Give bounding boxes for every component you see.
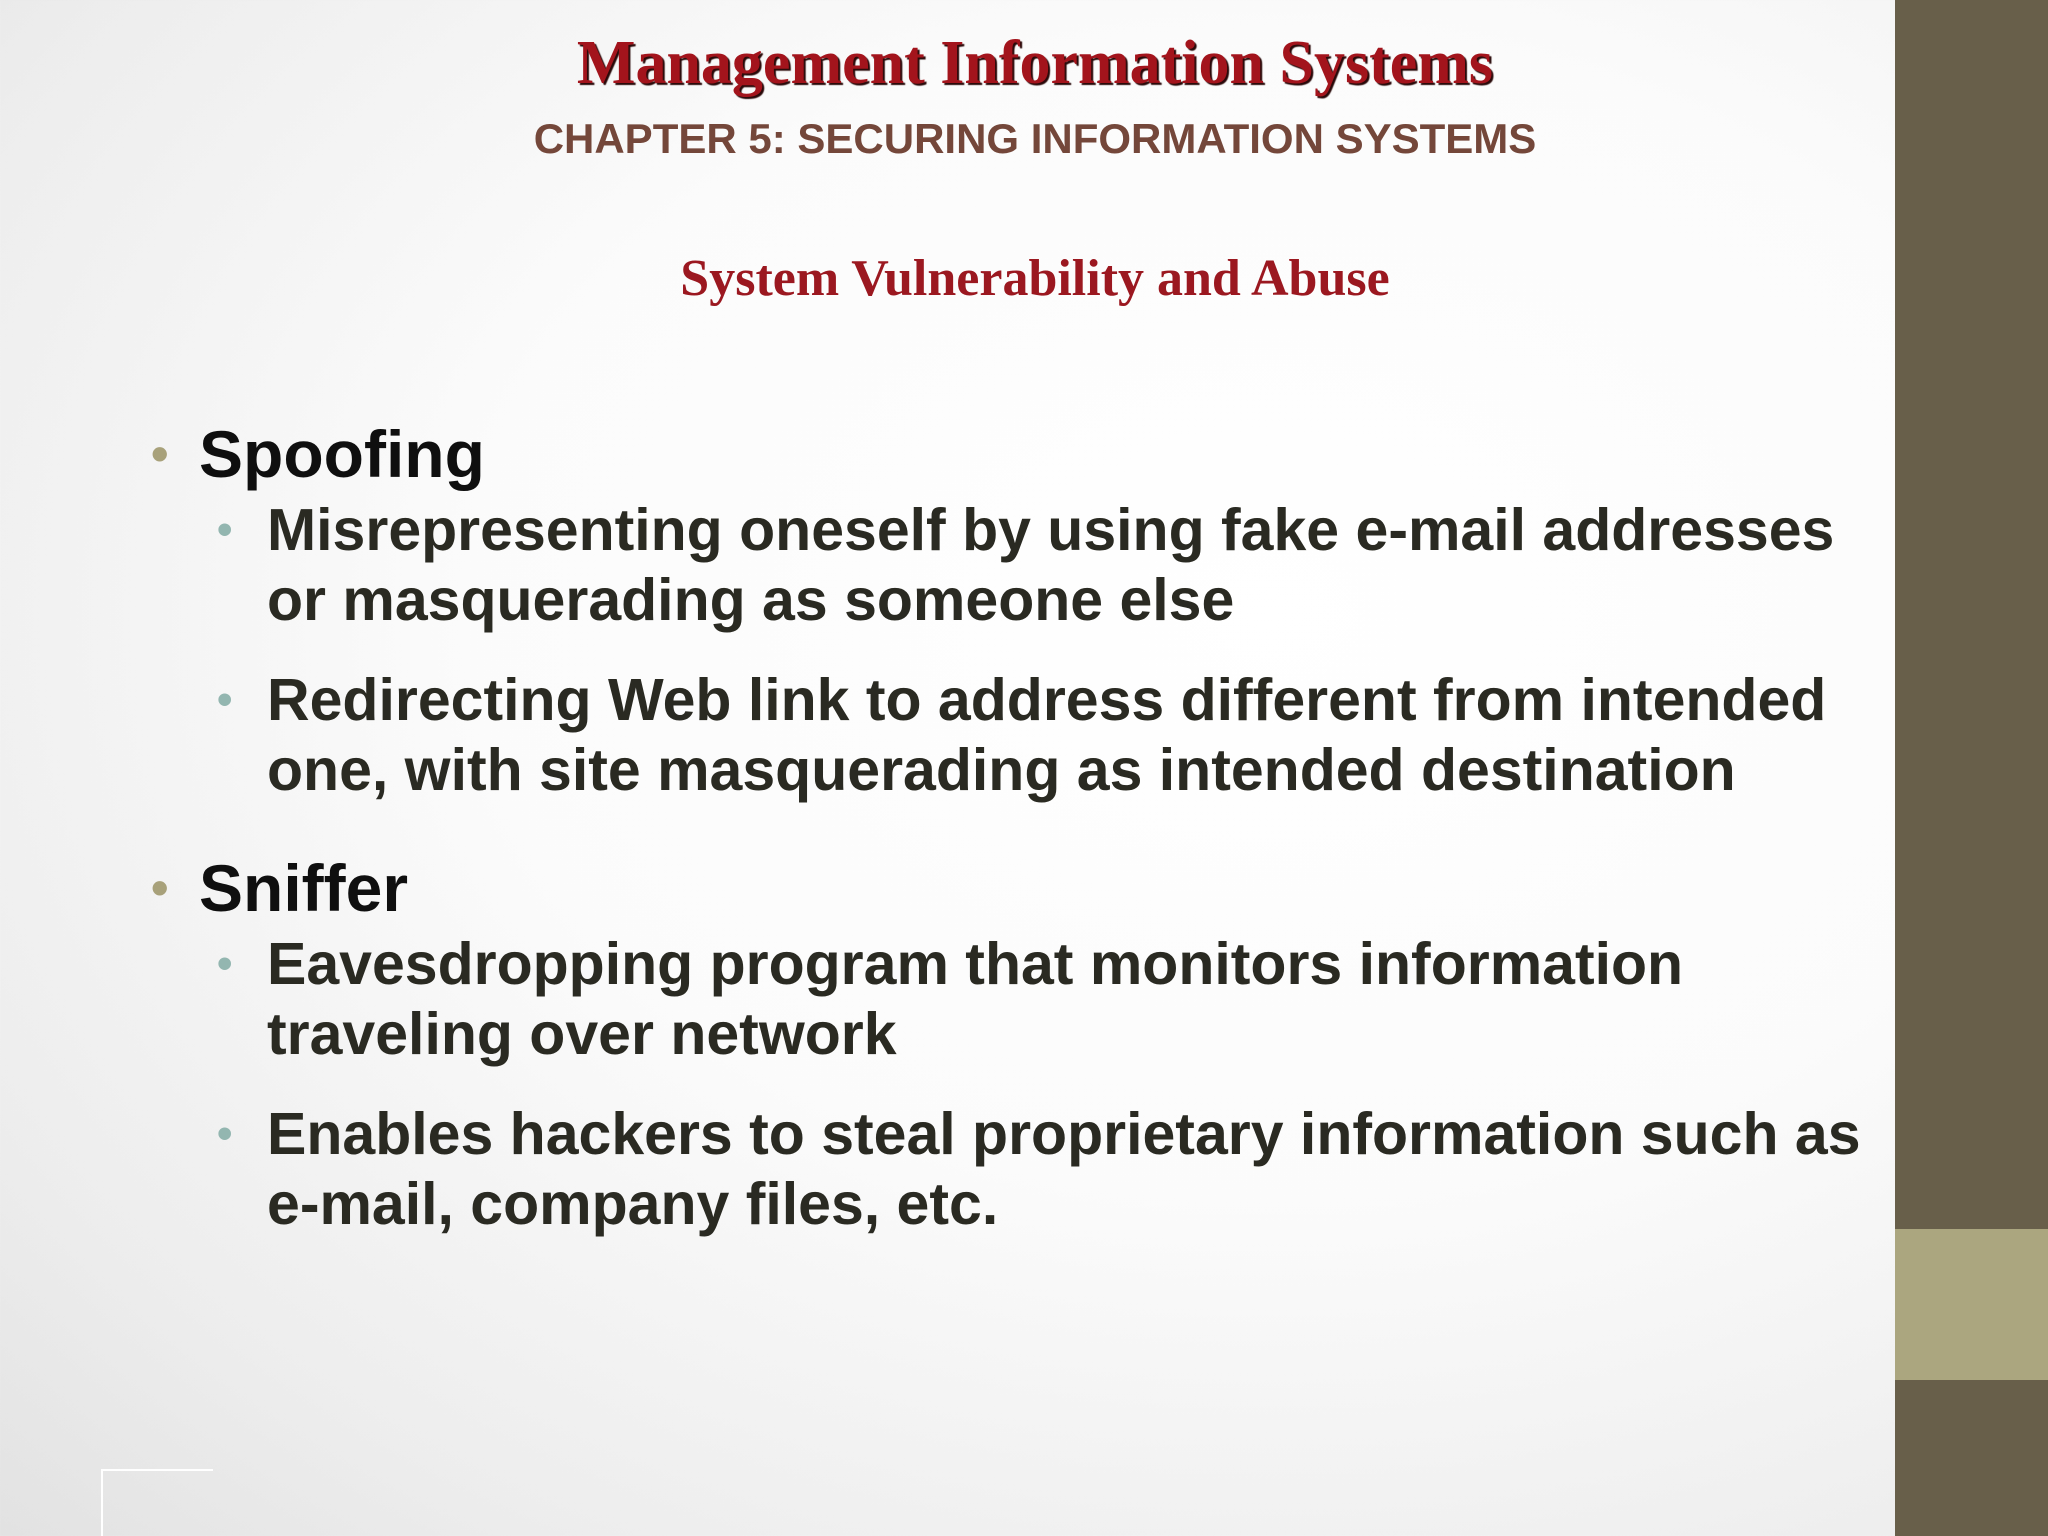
sub-bullet-text: Redirecting Web link to address different from intended one, with site masquerading as intended destination	[267, 667, 1827, 803]
sub-bullet	[145, 495, 1905, 635]
bullet-spoofing	[145, 415, 1905, 493]
sub-bullet	[145, 665, 1905, 805]
sub-bullet-dot-icon: •	[217, 939, 233, 988]
sub-bullet	[145, 1099, 1905, 1239]
bullet-dot-icon: •	[151, 426, 169, 482]
bullet-dot-icon: •	[151, 860, 169, 916]
corner-decoration	[101, 1469, 213, 1536]
sub-bullet-dot-icon: •	[217, 675, 233, 724]
bullet-label: Spoofing	[199, 417, 485, 491]
sub-bullet	[145, 929, 1905, 1069]
chapter-subtitle: CHAPTER 5: SECURING INFORMATION SYSTEMS	[533, 115, 1537, 162]
sub-bullet-text: Enables hackers to steal proprietary information such as e-mail, company files, etc.	[267, 1101, 1861, 1237]
sub-bullet-dot-icon: •	[217, 1109, 233, 1158]
bullet-list	[145, 415, 1905, 1239]
section-heading: System Vulnerability and Abuse	[680, 250, 1390, 307]
sub-bullet-text: Eavesdropping program that monitors information traveling over network	[267, 931, 1684, 1067]
bullet-sniffer	[145, 849, 1905, 927]
side-accent-decoration	[1895, 1229, 2048, 1380]
sub-bullet-text: Misrepresenting oneself by using fake e-mail addresses or masquerading as someone else	[267, 497, 1835, 633]
sub-bullet-dot-icon: •	[217, 505, 233, 554]
bullet-label: Sniffer	[199, 851, 409, 925]
slide-title: Management Information Systems	[576, 29, 1494, 97]
